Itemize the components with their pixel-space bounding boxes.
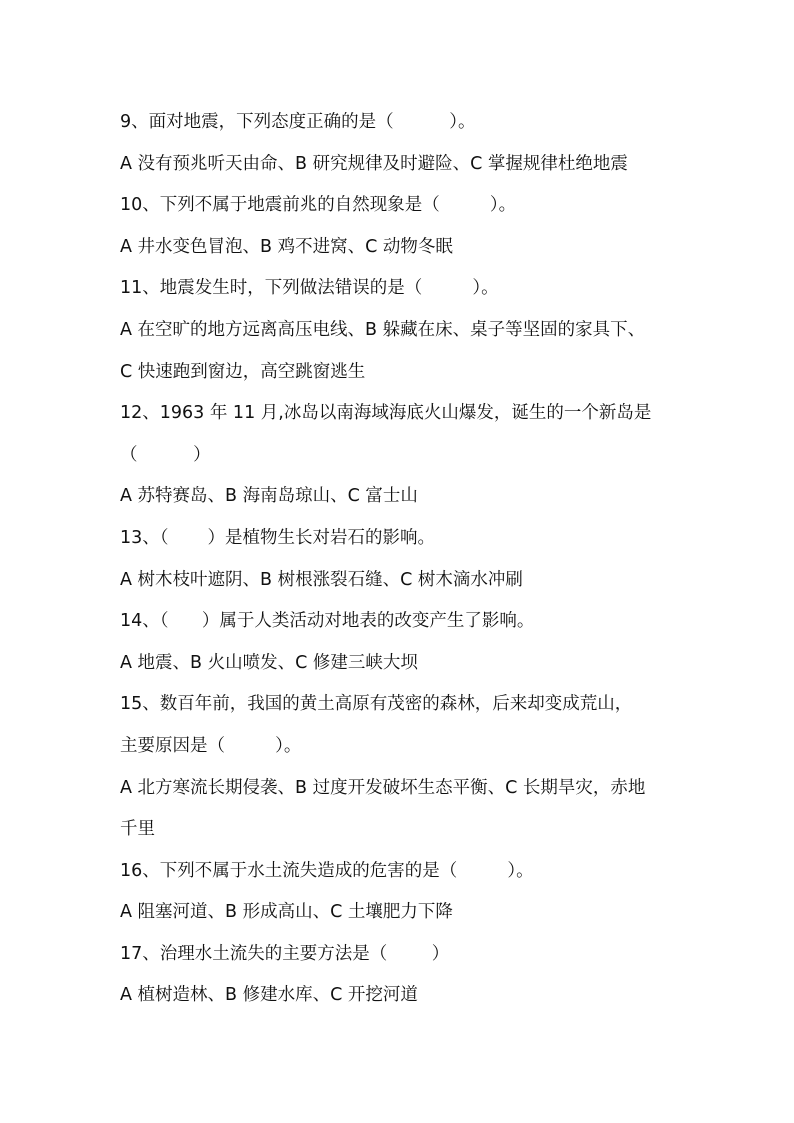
question-15: 15、数百年前，我国的黄土高原有茂密的森林，后来却变成荒山， — [120, 694, 633, 715]
question-17-options: A 植树造林、B 修建水库、C 开挖河道 — [120, 985, 418, 1006]
question-13: 13、（ ）是植物生长对岩石的影响。 — [120, 527, 435, 548]
question-12-blank: （ ） — [120, 444, 211, 465]
question-15-cont: 主要原因是（ ）。 — [120, 735, 302, 756]
question-12-options: A 苏特赛岛、B 海南岛琼山、C 富士山 — [120, 486, 418, 507]
question-11-options-cont: C 快速跑到窗边，高空跳窗逃生 — [120, 361, 366, 382]
question-10-options: A 井水变色冒泡、B 鸡不进窝、C 动物冬眠 — [120, 236, 453, 257]
question-14: 14、（ ）属于人类活动对地表的改变产生了影响。 — [120, 611, 535, 632]
question-13-options: A 树木枝叶遮阴、B 树根涨裂石缝、C 树木滴水冲刷 — [120, 569, 523, 590]
question-11-options: A 在空旷的地方远离高压电线、B 躲藏在床、桌子等坚固的家具下、 — [120, 319, 646, 340]
question-9: 9、面对地震，下列态度正确的是（ ）。 — [120, 112, 476, 132]
question-16: 16、下列不属于水土流失造成的危害的是（ ）。 — [120, 860, 534, 881]
question-14-options: A 地震、B 火山喷发、C 修建三峡大坝 — [120, 652, 418, 673]
question-11: 11、地震发生时，下列做法错误的是（ ）。 — [120, 278, 499, 299]
question-15-options: A 北方寒流长期侵袭、B 过度开发破坏生态平衡、C 长期旱灾，赤地 — [120, 777, 646, 798]
question-16-options: A 阻塞河道、B 形成高山、C 土壤肥力下降 — [120, 902, 453, 923]
question-9-options: A 没有预兆听天由命、B 研究规律及时避险、C 掌握规律杜绝地震 — [120, 153, 628, 174]
question-17: 17、治理水土流失的主要方法是（ ） — [120, 943, 450, 964]
question-10: 10、下列不属于地震前兆的自然现象是（ ）。 — [120, 195, 517, 216]
question-15-options-cont: 千里 — [120, 819, 155, 840]
question-list — [120, 102, 680, 1017]
question-12: 12、1963 年 11 月,冰岛以南海域海底火山爆发，诞生的一个新岛是 — [120, 403, 652, 424]
